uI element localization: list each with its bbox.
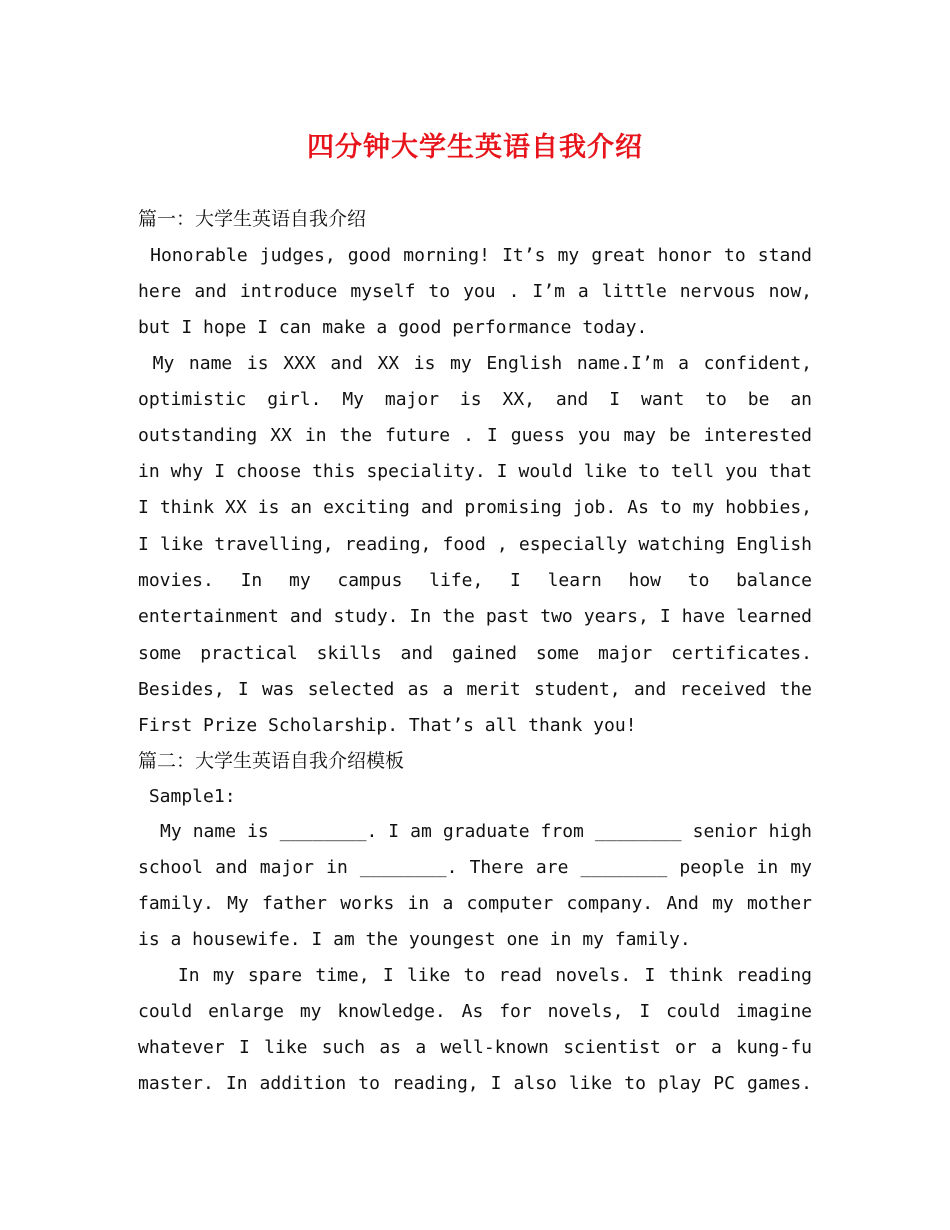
paragraph-line: movies. In my campus life, I learn how to balance: [138, 570, 812, 591]
paragraph-line: family. My father works in a computer company. And my mother: [138, 893, 812, 914]
paragraph-line: Honorable judges, good morning! It’s my great honor to stand: [138, 245, 812, 266]
paragraph-line: is a housewife. I am the youngest one in my family.: [138, 929, 691, 950]
document-title: 四分钟大学生英语自我介绍: [307, 132, 643, 163]
paragraph-line: outstanding XX in the future . I guess you may be interested: [138, 425, 812, 446]
paragraph-line: I like travelling, reading, food , especially watching English: [138, 534, 812, 555]
paragraph-line: in why I choose this speciality. I would like to tell you that: [138, 461, 812, 482]
paragraph-line: school and major in ________. There are ________ people in my: [138, 857, 812, 878]
section-heading: 篇一：大学生英语自我介绍: [138, 208, 367, 230]
paragraph-line: My name is ________. I am graduate from ________ senior high: [138, 821, 812, 842]
paragraph-line: some practical skills and gained some major certificates.: [138, 643, 812, 664]
paragraph-line: My name is XXX and XX is my English name.I’m a confident,: [138, 353, 812, 374]
section-heading: 篇二：大学生英语自我介绍模板: [138, 750, 405, 772]
paragraph-line: Sample1:: [138, 786, 236, 807]
paragraph-line: but I hope I can make a good performance today.: [138, 317, 648, 338]
paragraph-line: could enlarge my knowledge. As for novels, I could imagine: [138, 1001, 812, 1022]
paragraph-line: Besides, I was selected as a merit student, and received the: [138, 679, 812, 700]
paragraph-line: entertainment and study. In the past two years, I have learned: [138, 606, 812, 627]
paragraph-line: here and introduce myself to you . I’m a little nervous now,: [138, 281, 812, 302]
paragraph-line: In my spare time, I like to read novels. I think reading: [138, 965, 812, 986]
paragraph-line: optimistic girl. My major is XX, and I want to be an: [138, 389, 812, 410]
paragraph-line: whatever I like such as a well-known scientist or a kung-fu: [138, 1037, 812, 1058]
paragraph-line: master. In addition to reading, I also like to play PC games.: [138, 1073, 812, 1094]
paragraph-line: I think XX is an exciting and promising job. As to my hobbies,: [138, 497, 812, 518]
paragraph-line: First Prize Scholarship. That’s all thank you!: [138, 715, 637, 736]
